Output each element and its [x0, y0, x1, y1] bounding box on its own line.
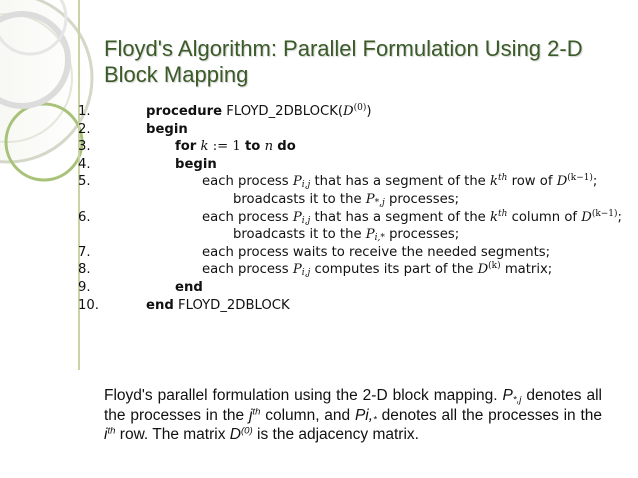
line-number: 6. [78, 209, 91, 225]
code-line [78, 226, 638, 244]
math-superscript: (k−1) [567, 173, 593, 184]
caption-superscript: th [107, 425, 116, 437]
keyword: begin [146, 121, 188, 137]
code-text [202, 209, 622, 227]
math-symbol: D [581, 209, 592, 225]
caption-text: denotes all the processes in the [381, 406, 603, 424]
code-line [78, 103, 638, 121]
math-symbol: P [365, 191, 375, 207]
caption-math: i [104, 426, 108, 443]
code-text [233, 191, 459, 209]
math-subscript: i,* [374, 233, 385, 244]
code-words: processes; [389, 227, 460, 243]
caption-text: row. The matrix [119, 426, 226, 443]
math-symbol: P [292, 262, 302, 278]
caption-paragraph [104, 386, 602, 445]
caption-subscript: * [373, 413, 377, 425]
code-line [78, 244, 638, 262]
math-symbol: k [490, 174, 498, 190]
math-symbol: D [477, 262, 489, 278]
code-words: matrix; [504, 262, 553, 278]
keyword: begin [175, 156, 217, 172]
slide-title: Floyd's Algorithm: Parallel Formulation Using 2-D Block Mapping [104, 36, 583, 87]
code-text [146, 103, 371, 121]
keyword: do [277, 139, 296, 155]
math-superscript: (k−1) [591, 208, 618, 219]
line-number: 10. [78, 297, 99, 313]
math-subscript: i,j [301, 215, 311, 226]
caption-subscript: *,j [512, 394, 522, 406]
caption-text: Floyd's parallel formulation using the 2-D block mapping. [104, 387, 498, 404]
math-subscript: i,j [301, 268, 311, 279]
line-number: 2. [78, 121, 91, 137]
math-symbol: n [264, 139, 274, 155]
keyword: end [175, 279, 203, 295]
keyword: end [146, 297, 174, 313]
caption-text: denotes all the processes in the [104, 387, 602, 424]
caption-math: D [229, 426, 241, 443]
punctuation: ; [617, 209, 622, 225]
line-number: 5. [78, 174, 91, 190]
caption-text: column, and [265, 406, 351, 424]
keyword: to [245, 139, 261, 155]
code-words: processes; [388, 191, 460, 207]
code-line [78, 156, 638, 174]
caption-superscript: th [252, 406, 261, 418]
code-line [78, 297, 638, 315]
caption-math: P [502, 387, 513, 404]
code-words: each process [202, 262, 289, 278]
line-number: 4. [78, 156, 91, 172]
math-superscript: th [498, 173, 508, 184]
code-words: broadcasts it to the [233, 191, 362, 207]
code-line [78, 191, 638, 209]
code-line [78, 121, 638, 139]
punctuation: ) [366, 104, 372, 119]
keyword: procedure [146, 104, 223, 119]
line-number: 7. [78, 244, 91, 260]
caption-superscript: (0) [240, 425, 253, 437]
code-text [146, 297, 290, 315]
keyword: for [175, 139, 197, 155]
procedure-name: FLOYD_2DBLOCK( [226, 104, 344, 119]
line-number: 3. [78, 139, 91, 155]
math-superscript: (k) [488, 261, 501, 272]
math-symbol: P [292, 174, 302, 190]
code-text [233, 226, 459, 244]
code-text [202, 173, 597, 191]
code-words: each process [202, 174, 289, 190]
punctuation: ; [592, 174, 598, 190]
code-text: each process waits to receive the needed segments; [202, 244, 551, 260]
code-words: column of [511, 209, 578, 225]
caption-math: j [248, 406, 253, 424]
code-line [78, 138, 638, 156]
math-superscript: th [498, 208, 508, 219]
procedure-name: FLOYD_2DBLOCK [177, 297, 290, 313]
math-symbol: P [365, 227, 375, 243]
code-text [175, 138, 296, 156]
code-line [78, 279, 638, 297]
code-words: that has a segment of the [314, 209, 486, 225]
code-words: row of [511, 174, 553, 190]
code-line [78, 209, 638, 227]
caption-text: is the adjacency matrix. [257, 426, 419, 443]
code-text [202, 261, 552, 279]
code-line [78, 173, 638, 191]
math-text: := 1 [212, 139, 241, 155]
math-symbol: k [200, 139, 209, 155]
math-symbol: k [490, 209, 498, 225]
math-symbol: P [292, 209, 302, 225]
code-words: broadcasts it to the [233, 227, 362, 243]
code-line [78, 261, 638, 279]
math-subscript: i,j [301, 180, 311, 191]
code-words: that has a segment of the [314, 174, 486, 190]
pseudocode-block [78, 103, 638, 314]
caption-math: Pi, [354, 406, 374, 424]
line-number: 9. [78, 279, 91, 295]
code-words: each process [202, 209, 289, 225]
math-superscript: (0) [353, 103, 367, 114]
math-symbol: D [556, 174, 568, 190]
line-number: 1. [78, 104, 91, 119]
code-words: computes its part of the [314, 262, 474, 278]
math-subscript: *,j [374, 198, 385, 209]
line-number: 8. [78, 262, 91, 278]
math-symbol: D [343, 104, 354, 119]
